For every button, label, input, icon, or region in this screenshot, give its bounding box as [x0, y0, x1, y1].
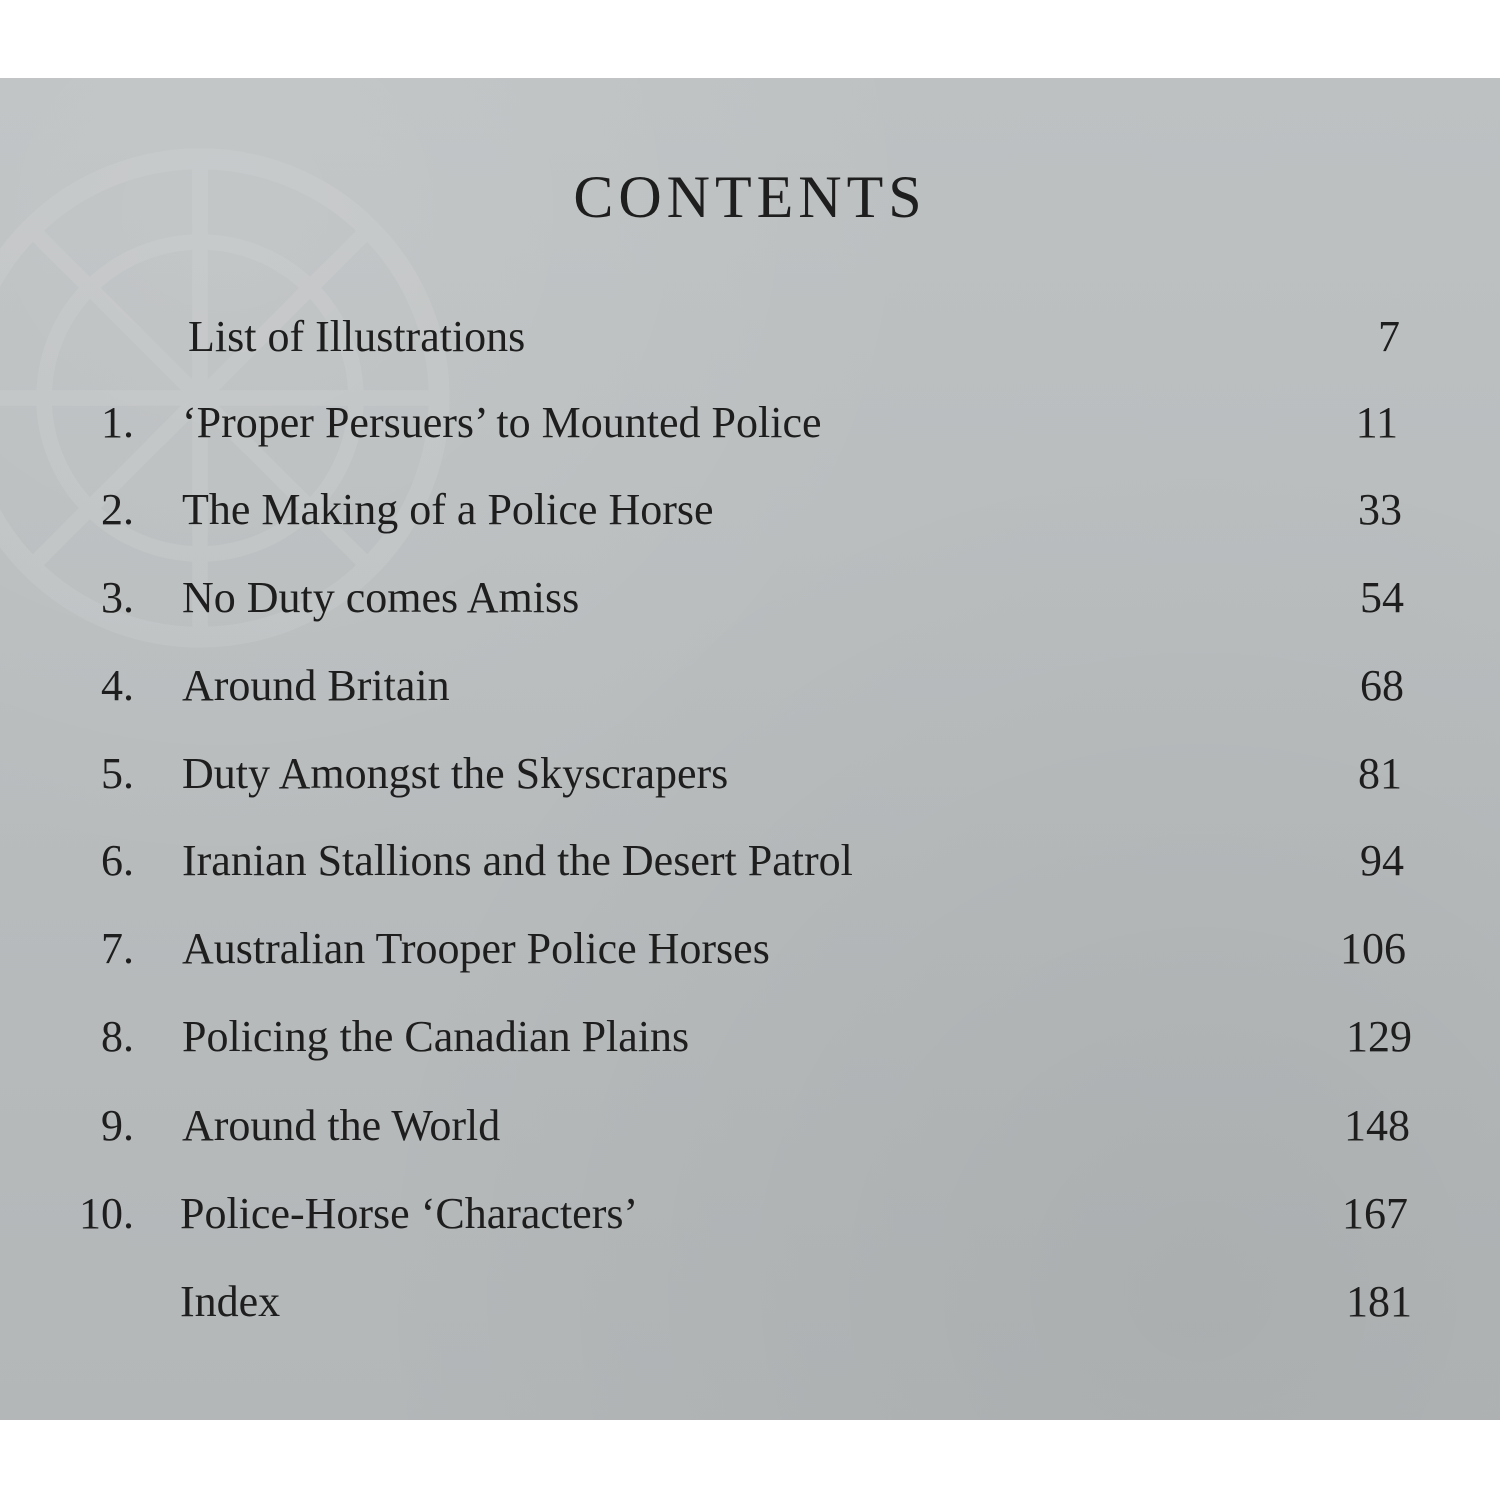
toc-entry-number: 8. — [101, 1012, 134, 1061]
toc-entry-page: 54 — [1360, 573, 1404, 622]
toc-entry-title: No Duty comes Amiss — [182, 573, 580, 622]
toc-entry-title: Australian Trooper Police Horses — [182, 924, 770, 973]
toc-entry — [0, 835, 1500, 895]
toc-entry-number: 5. — [101, 749, 134, 798]
toc-entry-page: 81 — [1358, 749, 1402, 798]
book-page — [0, 78, 1500, 1420]
page-title: CONTENTS — [573, 164, 927, 230]
toc-entry — [0, 923, 1500, 983]
toc-entry — [0, 484, 1500, 544]
toc-entry-page: 181 — [1346, 1277, 1412, 1326]
toc-entry-title: List of Illustrations — [188, 312, 526, 361]
toc-entry — [0, 748, 1500, 808]
toc-entry — [0, 572, 1500, 632]
toc-entry — [0, 1100, 1500, 1160]
toc-entry — [0, 1011, 1500, 1071]
toc-entry-title: Index — [180, 1277, 281, 1326]
toc-entry-number: 10. — [79, 1189, 134, 1238]
toc-entry-page: 11 — [1355, 398, 1398, 447]
toc-entry-number: 1. — [101, 398, 134, 447]
toc-entry — [0, 311, 1500, 371]
toc-entry-title: Iranian Stallions and the Desert Patrol — [182, 836, 853, 885]
toc-entry-number: 2. — [101, 485, 134, 534]
toc-entry-title: Policing the Canadian Plains — [182, 1012, 690, 1061]
toc-entry-page: 167 — [1342, 1189, 1408, 1238]
toc-entry — [0, 1188, 1500, 1248]
toc-entry — [0, 397, 1500, 457]
toc-entry — [0, 660, 1500, 720]
toc-entry-page: 94 — [1360, 836, 1404, 885]
toc-entry-title: Around Britain — [182, 661, 450, 710]
toc-entry-number: 4. — [101, 661, 134, 710]
toc-entry-number: 7. — [101, 924, 134, 973]
toc-entry-page: 148 — [1344, 1101, 1410, 1150]
toc-entry-page: 68 — [1360, 661, 1404, 710]
toc-entry-title: Around the World — [182, 1101, 501, 1150]
toc-entry-number: 3. — [101, 573, 134, 622]
toc-entry-page: 106 — [1340, 924, 1406, 973]
toc-entry-title: Duty Amongst the Skyscrapers — [182, 749, 729, 798]
toc-entry-page: 7 — [1378, 312, 1400, 361]
toc-entry-title: Police-Horse ‘Characters’ — [180, 1189, 639, 1238]
toc-entry-title: The Making of a Police Horse — [182, 485, 714, 534]
toc-entry — [0, 1276, 1500, 1336]
toc-entry-number: 6. — [101, 836, 134, 885]
toc-entry-title: ‘Proper Persuers’ to Mounted Police — [182, 398, 822, 447]
toc-entry-page: 129 — [1346, 1012, 1412, 1061]
toc-entry-number: 9. — [101, 1101, 134, 1150]
toc-entry-page: 33 — [1358, 485, 1402, 534]
